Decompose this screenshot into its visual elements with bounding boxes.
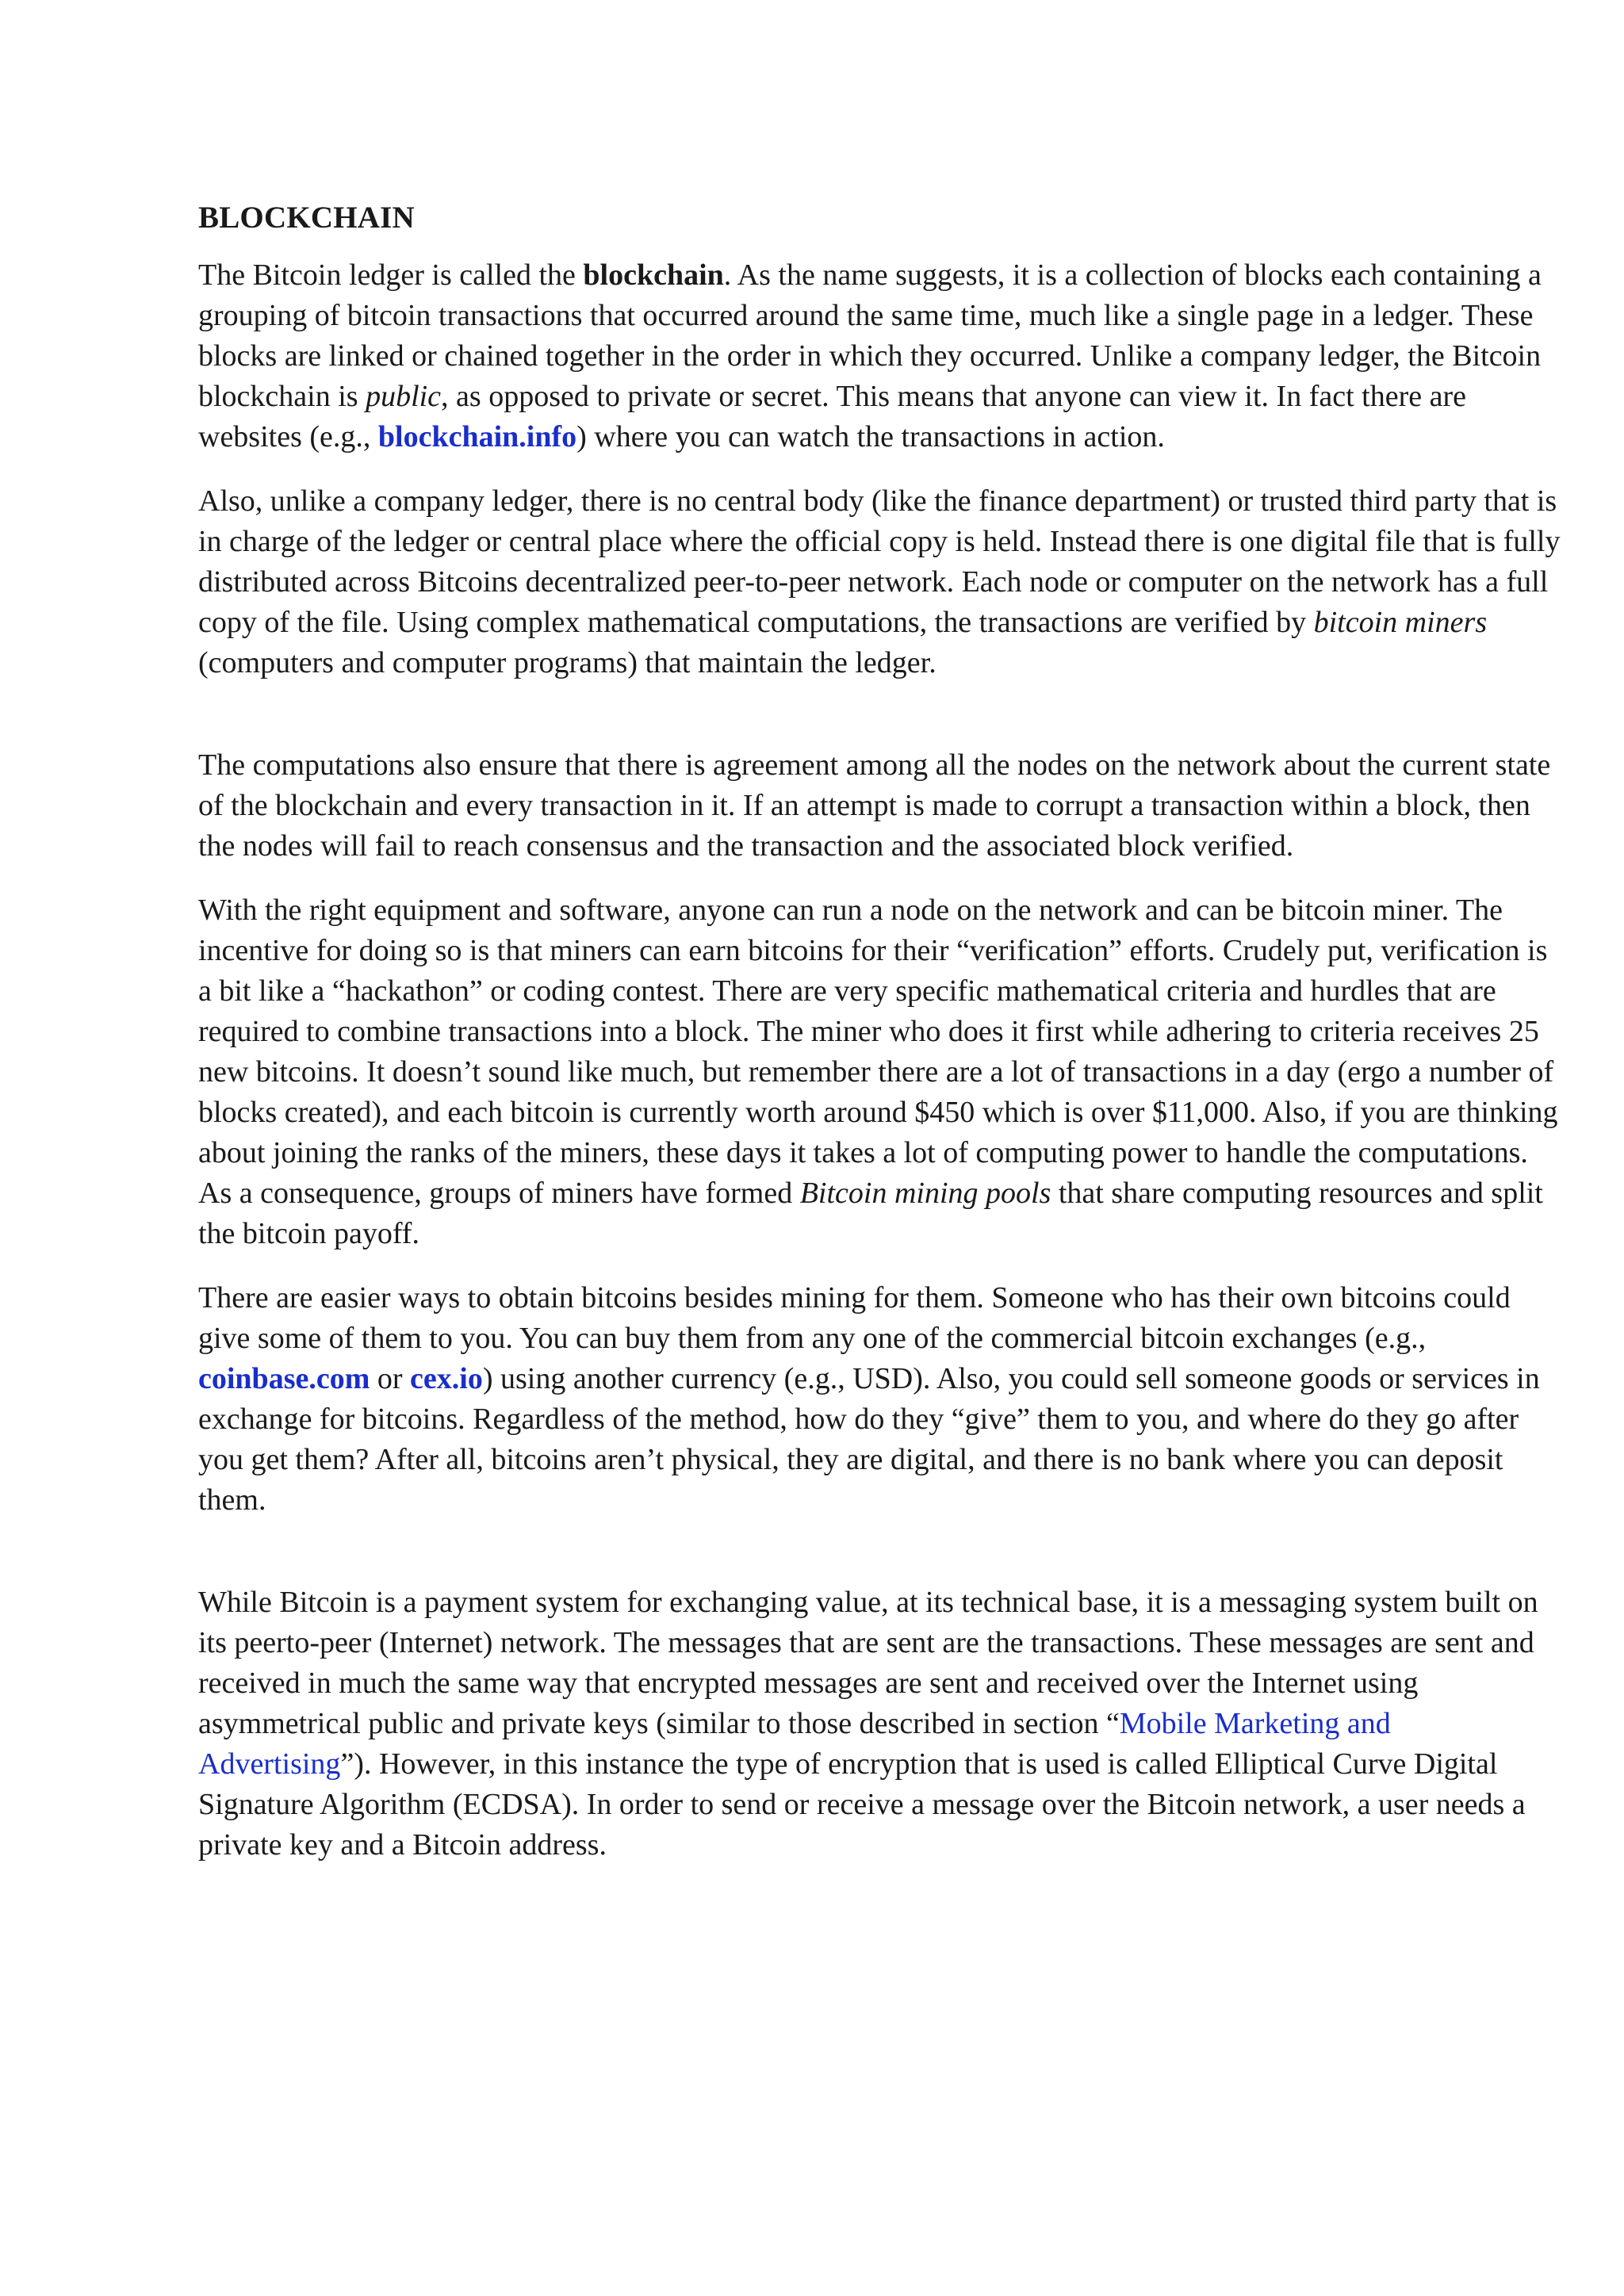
italic-term-bitcoin-miners: bitcoin miners — [1313, 606, 1488, 639]
link-coinbase[interactable]: coinbase.com — [198, 1362, 370, 1395]
text: (computers and computer programs) that maintain the ledger. — [198, 646, 936, 679]
text: Also, unlike a company ledger, there is no central body (like the finance department) or trusted third party that is in charge of the ledger or central place where the official copy is held. Instead there is one digital file that is fully distributed across Bitcoins decentralized peer-to-peer network. Each node or computer on the network has a full copy of the file. Using complex mathematical computations, the transactions are verified by — [198, 484, 1561, 639]
link-cex-io[interactable]: cex.io — [410, 1362, 483, 1395]
document-page — [198, 198, 1562, 1866]
paragraph-mining — [198, 890, 1562, 1254]
text: that share computing resources and split the bitcoin payoff. — [198, 1177, 1543, 1250]
paragraph-blockchain-intro — [198, 255, 1562, 457]
text: With the right equipment and software, anyone can run a node on the network and can be bitcoin miner. The incentive for doing so is that miners can earn bitcoins for their “verification” efforts. Crudely put, verification is a bit like a “hackathon” or coding contest. There are very specific mathematical criteria and hurdles that are required to combine transactions into a block. The miner who does it first while adhering to criteria receives 25 new bitcoins. It doesn’t sound like much, but remember there are a lot of transactions in a day (ergo a number of blocks created), and each bitcoin is currently worth around $450 which is over $11,000. Also, if you are thinking about joining the ranks of the miners, these days it takes a lot of computing power to handle the computations. As a consequence, groups of miners have formed — [198, 894, 1558, 1210]
link-mobile-marketing[interactable]: Mobile Marketing and Advertising — [198, 1707, 1391, 1781]
text: , as opposed to private or secret. This means that anyone can view it. In fact there are websites (e.g., — [198, 380, 1466, 453]
paragraph-obtaining-bitcoins — [198, 1278, 1562, 1521]
text: ”). However, in this instance the type of encryption that is used is called Elliptical Curve Digital Signature Algorithm (ECDSA). In order to send or receive a message over the Bitcoin network, a user needs a private key and a Bitcoin address. — [198, 1747, 1526, 1862]
link-blockchain-info[interactable]: blockchain.info — [377, 420, 577, 453]
text: ) where you can watch the transactions in action. — [576, 420, 1165, 453]
paragraph-consensus — [198, 745, 1562, 867]
text: . As the name suggests, it is a collection of blocks each containing a grouping of bitcoin transactions that occurred around the same time, much like a single page in a ledger. These blocks are linked or chained together in the order in which they occurred. Unlike a company ledger, the Bitcoin blockchain is — [198, 258, 1542, 413]
bold-term-blockchain: blockchain — [583, 258, 724, 292]
italic-term-mining-pools: Bitcoin mining pools — [799, 1177, 1051, 1210]
paragraph-messaging-system — [198, 1582, 1562, 1866]
text: The Bitcoin ledger is called the — [198, 258, 584, 292]
text: While Bitcoin is a payment system for exchanging value, at its technical base, it is a messaging system built on its peerto-peer (Internet) network. The messages that are sent are the transactions. These messages are sent and received in much the same way that encrypted messages are sent and received over the Internet using asymmetrical public and private keys (similar to those described in section “ — [198, 1586, 1538, 1740]
italic-term-public: public — [366, 380, 442, 413]
text: The computations also ensure that there is agreement among all the nodes on the network about the current state of the blockchain and every transaction in it. If an attempt is made to corrupt a transaction within a block, then the nodes will fail to reach consensus and the transaction and the associated block verified. — [198, 748, 1551, 863]
text: ) using another currency (e.g., USD). Also, you could sell someone goods or services in exchange for bitcoins. Regardless of the method, how do they “give” them to you, and where do they go after you get them? After all, bitcoins aren’t physical, they are digital, and there is no bank where you can deposit them. — [198, 1362, 1540, 1517]
text: or — [370, 1362, 411, 1395]
paragraph-decentralized — [198, 481, 1562, 683]
text: There are easier ways to obtain bitcoins besides mining for them. Someone who has their own bitcoins could give some of them to you. You can buy them from any one of the commercial bitcoin exchanges (e.g., — [198, 1281, 1511, 1355]
section-heading: BLOCKCHAIN — [198, 201, 415, 235]
